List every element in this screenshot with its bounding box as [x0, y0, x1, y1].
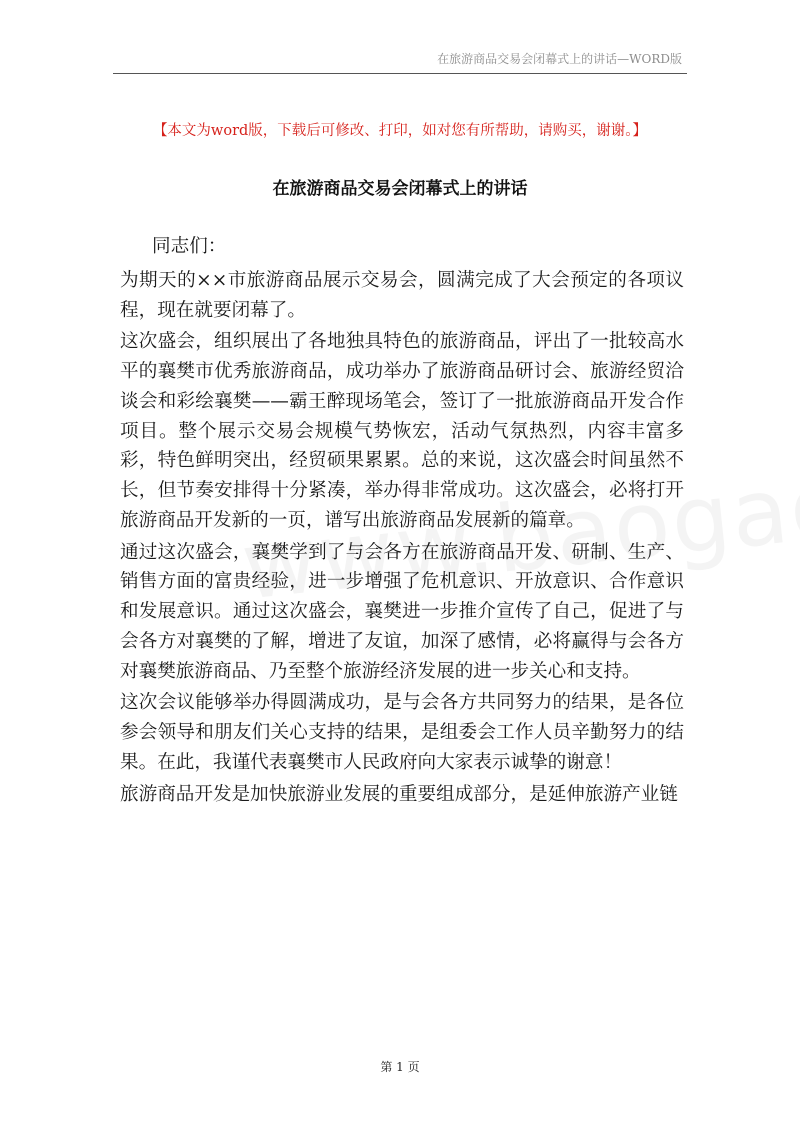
header-divider: [113, 73, 687, 74]
greeting: 同志们：: [152, 236, 227, 257]
document-title: 在旅游商品交易会闭幕式上的讲话: [272, 179, 528, 199]
running-header: 在旅游商品交易会闭幕式上的讲话—WORD版: [437, 52, 682, 66]
paragraph-3: 通过这次盛会，襄樊学到了与会各方在旅游商品开发、研制、生产、销售方面的富贵经验，进一步增强了危机意识、开放意识、合作意识和发展意识。通过这次盛会，襄樊进一步推介宣传了自己，促进了与会各方对襄樊的了解，增进了友谊，加深了感情，必将赢得与会各方对襄樊旅游商品、乃至整个旅游经济发展的进一步关心和支持。: [120, 541, 684, 682]
download-notice: 【本文为word版，下载后可修改、打印，如对您有所帮助，请购买，谢谢。】: [152, 123, 648, 139]
paragraph-5: 旅游商品开发是加快旅游业发展的重要组成部分，是延伸旅游产业链: [120, 783, 678, 805]
paragraph-2: 这次盛会，组织展出了各地独具特色的旅游商品，评出了一批较高水平的襄樊市优秀旅游商品，成功举办了旅游商品研讨会、旅游经贸洽谈会和彩绘襄樊——霸王醉现场笔会，签订了一批旅游商品开发合作项目。整个展示交易会规模气势恢宏，活动气氛热烈，内容丰富多彩，特色鲜明突出，经贸硕果累累。总的来说，这次盛会时间虽然不长，但节奏安排得十分紧凑，举办得非常成功。这次盛会，必将打开旅游商品开发新的一页，谱写出旅游商品发展新的篇章。: [120, 331, 684, 531]
page-number: 第 1 页: [380, 1060, 420, 1074]
document-body: [120, 232, 684, 811]
paragraph-4: 这次会议能够举办得圆满成功，是与会各方共同努力的结果，是各位参会领导和朋友们关心支持的结果，是组委会工作人员辛勤努力的结果。在此，我谨代表襄樊市人民政府向大家表示诚挚的谢意！: [120, 692, 684, 773]
paragraph-1: 为期天的××市旅游商品展示交易会，圆满完成了大会预定的各项议程，现在就要闭幕了。: [120, 269, 684, 321]
